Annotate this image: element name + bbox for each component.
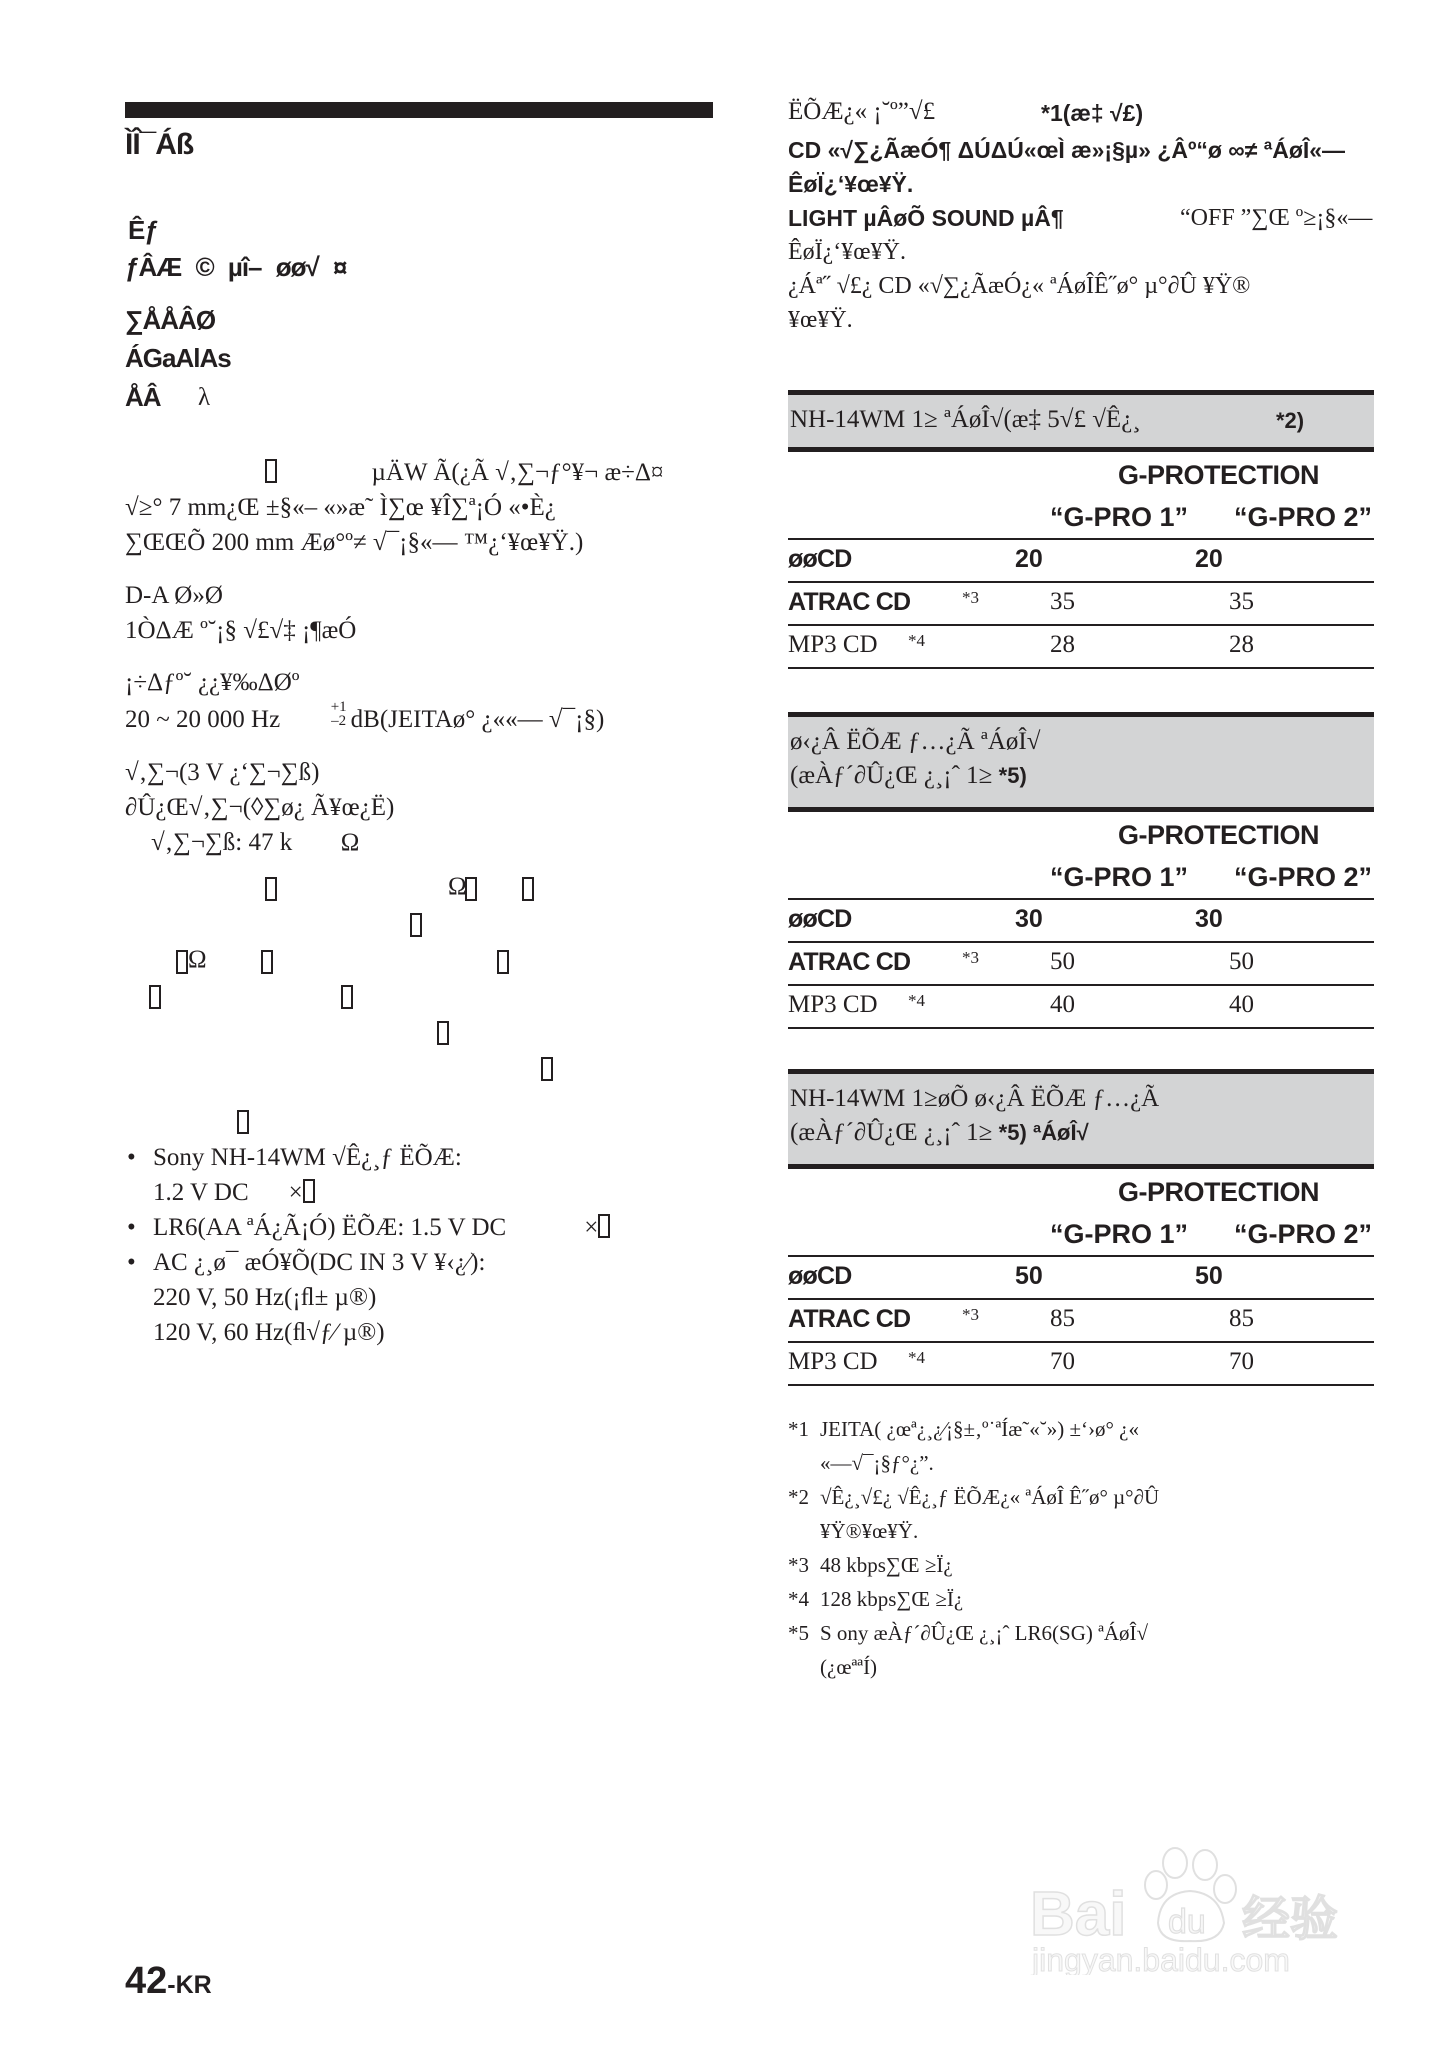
missing-glyph-box xyxy=(176,950,188,974)
missing-glyph-box xyxy=(410,913,422,937)
table-title: NH-14WM 1≥ ªÁøÎ√(æ‡ 5√£ √Ê¿¸ *2) xyxy=(788,390,1374,452)
section-heading: ÌÎ¯Áß xyxy=(125,128,194,161)
missing-glyph-box xyxy=(465,877,477,901)
missing-glyph-box xyxy=(261,950,273,974)
da-heading: D-A Ø»Ø xyxy=(125,582,223,609)
footnote-3: *3 48 kbps∑Œ ≥Ï¿ xyxy=(788,1553,953,1577)
table-row: MP3 CD *4 70 70 xyxy=(788,1341,1374,1386)
intro-line-6: ¥œ¥Ÿ. xyxy=(788,307,853,333)
intro-bold-2: ÊøÏ¿‘¥œ¥Ÿ. xyxy=(788,171,914,197)
intro-line-5: ¿Áª˝ √£¿ CD «√∑¿ÃæÓ¿« ªÁøÎÊ˝ø° µ°∂Û ¥Ÿ® xyxy=(788,273,1251,299)
battery-table-3 xyxy=(788,1069,1374,1386)
da-block xyxy=(125,578,356,648)
missing-glyph-box xyxy=(522,877,534,901)
laser-wavelength-label: ÅÂ xyxy=(125,382,161,412)
svg-text:经验: 经验 xyxy=(1242,1891,1339,1947)
freq-heading: ¡÷Δƒº˘ ¿¿¥‰ΔØº xyxy=(125,669,300,696)
battery-table-2 xyxy=(788,712,1374,1029)
baidu-paw-logo-icon xyxy=(1030,1845,1370,1975)
table-header xyxy=(788,812,1374,898)
svg-text:du: du xyxy=(1168,1903,1206,1941)
table-row: MP3 CD *4 40 40 xyxy=(788,984,1374,1029)
missing-glyph-box xyxy=(237,1110,249,1134)
intro-bold-3: LIGHT µÂøÕ SOUND µÂ¶ xyxy=(788,205,1064,231)
laser-heading: ∑ÅÅÂØ xyxy=(125,305,216,335)
battery-life-intro xyxy=(788,98,1373,337)
missing-glyph-box xyxy=(303,1179,315,1203)
table-row: ATRAC CD *3 50 50 xyxy=(788,941,1374,984)
missing-glyph-box xyxy=(497,950,509,974)
output-line-2: ∂Û¿Œ√‚∑¬(◊∑ø¿ Ã¥œ¿Ë) xyxy=(125,794,395,821)
table-row: øøCD 30 30 xyxy=(788,898,1374,941)
footnote-5: *5 S ony æÀƒ´∂Û¿Œ ¿¸¡ˆ LR6(SG) ªÁøÎ√ (¿œªªÍ) xyxy=(788,1621,1149,1679)
svg-text:jingyan.baidu.com: jingyan.baidu.com xyxy=(1032,1942,1290,1975)
intro-off: “OFF ”∑Œ º≥¡§«— xyxy=(1180,205,1373,231)
missing-glyph-box xyxy=(341,985,353,1009)
missing-glyph-box xyxy=(149,985,161,1009)
output-heading: √‚∑¬(3 V ¿‘∑¬∑ß) xyxy=(125,759,320,786)
col-header-gpro2: “G-PRO 2” xyxy=(1234,1219,1373,1249)
intro-line-1: ËÕÆ¿« ¡˘º”√£ xyxy=(788,98,936,125)
da-value: 1ÒΔÆ º˘¡§ √£√‡ ¡¶æÓ xyxy=(125,617,357,644)
battery-table-1 xyxy=(788,390,1374,669)
footnote-2: *2 √Ê¿¸√£¿ √Ê¿¸ƒ ËÕÆ¿« ªÁøÎ Ê˝ø° µ°∂Û ¥Ÿ®¥œ¥Ÿ. xyxy=(788,1485,1160,1543)
omega-symbol: Ω xyxy=(448,873,467,900)
missing-glyph-box xyxy=(265,459,277,483)
col-header-gpro1: “G-PRO 1” xyxy=(1050,862,1189,892)
missing-glyph-box xyxy=(265,877,277,901)
omega-symbol: Ω xyxy=(188,946,207,973)
laser-material: ÁGaAlAs xyxy=(125,343,231,373)
group-header: G-PROTECTION xyxy=(1118,820,1319,850)
output-line-3: √‚∑¬∑ß: 47 k xyxy=(151,829,293,856)
table-row: ATRAC CD *3 35 35 xyxy=(788,581,1374,624)
list-item: • AC ¿¸ø¯ æÓ¥Õ(DC IN 3 V ¥‹¿⁄): 220 V, 50 Hz(¡ﬂ± µ®) 120 V, 60 Hz(ﬂ√ƒ⁄ µ®) xyxy=(125,1245,610,1350)
table-title: NH-14WM 1≥øÕ ø‹¿Â ËÕÆ ƒ…¿Ã (æÀƒ´∂Û¿Œ ¿¸¡ˆ 1≥ *5) ªÁøÎ√ xyxy=(788,1069,1374,1169)
spec-line-1: ƒÂÆ © µî– øø√ ¤ xyxy=(125,252,347,282)
intro-bold-1: CD «√∑¿ÃæÓ¶ ΔÚΔÚ«œÌ æ»¡§µ» ¿Âº“ø ∞≠ ªÁøÎ«— xyxy=(788,137,1346,163)
baidu-jingyan-watermark xyxy=(1030,1845,1370,1975)
missing-glyph-box xyxy=(541,1057,553,1081)
footnotes xyxy=(788,1412,1159,1684)
group-header: G-PROTECTION xyxy=(1118,460,1319,490)
missing-glyph-box xyxy=(437,1021,449,1045)
footnote-1: *1 JEITA( ¿œª¿¸¿⁄¡§±‚º˙ªÍæ˜«˘») ±‘›ø° ¿« «—√¯¡§ƒ°¿”. xyxy=(788,1417,1139,1475)
group-header: G-PROTECTION xyxy=(1118,1177,1319,1207)
power-source-list xyxy=(125,1140,610,1350)
table-row: MP3 CD *4 28 28 xyxy=(788,624,1374,669)
table-title: ø‹¿Â ËÕÆ ƒ…¿Ã ªÁøÎ√ (æÀƒ´∂Û¿Œ ¿¸¡ˆ 1≥ *5) xyxy=(788,712,1374,812)
missing-glyph-box xyxy=(598,1214,610,1238)
freq-value: 20 ~ 20 000 Hz xyxy=(125,706,281,733)
freq-tolerance: +1 –2 xyxy=(330,699,347,729)
list-item: • Sony NH-14WM √Ê¿¸ƒ ËÕÆ: 1.2 V DC × xyxy=(125,1140,610,1210)
col-header-gpro1: “G-PRO 1” xyxy=(1050,1219,1189,1249)
section-top-rule xyxy=(125,102,713,118)
footnote-4: *4 128 kbps∑Œ ≥Ï¿ xyxy=(788,1587,964,1611)
svg-text:Bai: Bai xyxy=(1030,1880,1127,1949)
subheading-1: Êƒ xyxy=(128,215,158,245)
col-header-gpro1: “G-PRO 1” xyxy=(1050,502,1189,532)
omega-symbol: Ω xyxy=(340,829,360,856)
intro-line-1-note: *1(æ‡ √£) xyxy=(1041,100,1144,126)
page-number: 42-KR xyxy=(125,1960,212,2002)
freq-suffix: dB(JEITAø° ¿««— √¯¡§) xyxy=(350,706,605,733)
table-row: øøCD 20 20 xyxy=(788,538,1374,581)
laser-wavelength-symbol: λ xyxy=(198,384,211,411)
list-item: • LR6(AA ªÁ¿Ã¡Ó) ËÕÆ: 1.5 V DC × xyxy=(125,1210,610,1245)
table-row: øøCD 50 50 xyxy=(788,1255,1374,1298)
table-header xyxy=(788,1169,1374,1255)
table-row: ATRAC CD *3 85 85 xyxy=(788,1298,1374,1341)
col-header-gpro2: “G-PRO 2” xyxy=(1234,862,1373,892)
output-block xyxy=(125,755,394,860)
freq-block xyxy=(125,665,604,737)
intro-line-4: ÊøÏ¿‘¥œ¥Ÿ. xyxy=(788,239,906,265)
paragraph-1: µÄW Ã(¿Ã √‚∑¬ƒ°¥¬ æ÷Δ¤ √≥° 7 mm¿Œ ±§«– «»æ˜ Ì∑œ ¥Î∑ª¡Ó «•È¿ ∑ŒŒÕ 200 mm Æø°º≠ √¯¡§«— ™¿‘¥œ¥Ÿ.) xyxy=(125,459,664,556)
table-header xyxy=(788,452,1374,538)
col-header-gpro2: “G-PRO 2” xyxy=(1234,502,1373,532)
